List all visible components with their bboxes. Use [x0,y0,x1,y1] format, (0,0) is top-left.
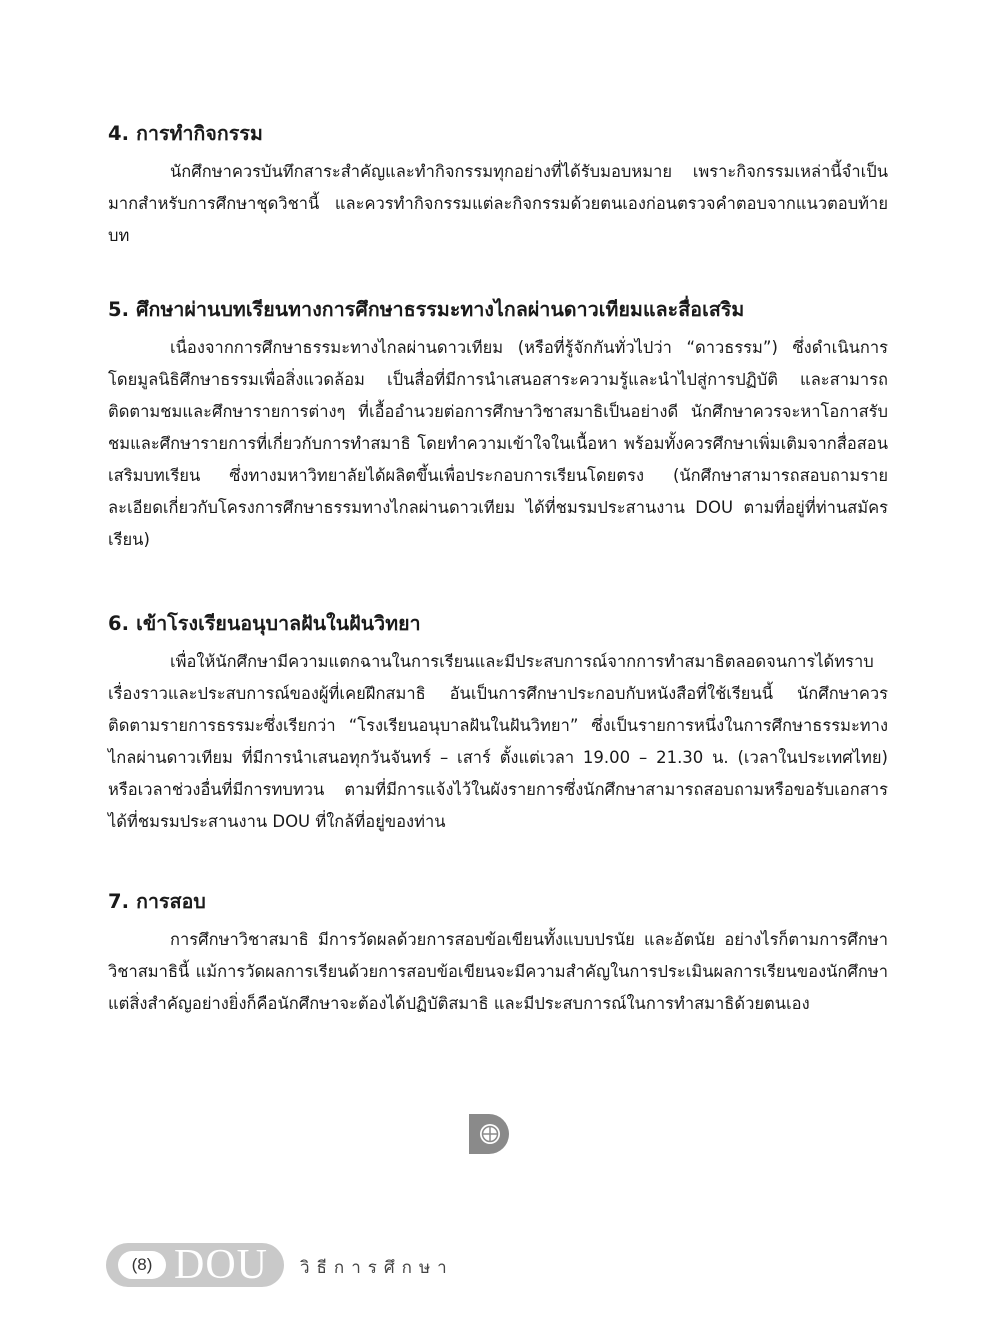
section-heading: 6. เข้าโรงเรียนอนุบาลฝันในฝันวิทยา [108,612,421,635]
section-body: นักศึกษาควรบันทึกสาระสำคัญและทำกิจกรรมทุกอย่างที่ได้รับมอบหมาย เพราะกิจกรรมเหล่านี้จำเป็นมากสำหรับการศึกษาชุดวิชานี้ และควรทำกิจกรรมแต่ละกิจกรรมด้วยตนเองก่อนตรวจคำตอบจากแนวตอบท้ายบท [108,162,888,245]
brand-label: DOU [174,1242,268,1288]
section-activities [108,120,888,252]
section-body: เพื่อให้นักศึกษามีความแตกฉานในการเรียนและมีประสบการณ์จากการทำสมาธิตลอดจนการได้ทราบเรื่องราวและประสบการณ์ของผู้ที่เคยฝึกสมาธิ อันเป็นการศึกษาประกอบกับหนังสือที่ใช้เรียนนี้ นักศึกษาควรติดตามรายการธรรมะซึ่งเรียกว่า “โรงเรียนอนุบาลฝันในฝันวิทยา” ซึ่งเป็นรายการหนึ่งในการศึกษาธรรมะทางไกลผ่านดาวเทียม ที่มีการนำเสนอทุกวันจันทร์ – เสาร์ ตั้งแต่เวลา 19.00 – 21.30 น. (เวลาในประเทศไทย) หรือเวลาช่วงอื่นที่มีการทบทวน ตามที่มีการแจ้งไว้ในผังรายการซึ่งนักศึกษาสามารถสอบถามหรือขอรับเอกสารได้ที่ชมรมประสานงาน DOU ที่ใกล้ที่อยู่ของท่าน [108,652,888,831]
section-body: เนื่องจากการศึกษาธรรมะทางไกลผ่านดาวเทียม (หรือที่รู้จักกันทั่วไปว่า “ดาวธรรม”) ซึ่งดำเนินการโดยมูลนิธิศึกษาธรรมเพื่อสิ่งแวดล้อม เป็นสื่อที่มีการนำเสนอสาระความรู้และนำไปสู่การปฏิบัติ และสามารถติดตามชมและศึกษารายการต่างๆ ที่เอื้ออำนวยต่อการศึกษาวิชาสมาธิเป็นอย่างดี นักศึกษาควรจะหาโอกาสรับชมและศึกษารายการที่เกี่ยวกับการทำสมาธิ โดยทำความเข้าใจในเนื้อหา พร้อมทั้งควรศึกษาเพิ่มเติมจากสื่อสอนเสริมบทเรียน ซึ่งทางมหาวิทยาลัยได้ผลิตขึ้นเพื่อประกอบการเรียนโดยตรง (นักศึกษาสามารถสอบถามรายละเอียดเกี่ยวกับโครงการศึกษาธรรมทางไกลผ่านดาวเทียม ได้ที่ชมรมประสานงาน DOU ตามที่อยู่ที่ท่านสมัครเรียน) [108,338,888,549]
footer-badge [106,1243,284,1287]
dou-logo-icon [467,1112,513,1156]
section-satellite-study [108,296,888,556]
section-heading: 7. การสอบ [108,890,206,913]
section-heading: 5. ศึกษาผ่านบทเรียนทางการศึกษาธรรมะทางไกลผ่านดาวเทียมและสื่อเสริม [108,298,745,321]
page-number: (8) [118,1251,166,1279]
section-heading: 4. การทำกิจกรรม [108,122,263,145]
section-body: การศึกษาวิชาสมาธิ มีการวัดผลด้วยการสอบข้อเขียนทั้งแบบปรนัย และอัตนัย อย่างไรก็ตามการศึกษาวิชาสมาธินี้ แม้การวัดผลการเรียนด้วยการสอบข้อเขียนจะมีความสำคัญในการประเมินผลการเรียนของนักศึกษา แต่สิ่งสำคัญอย่างยิ่งก็คือนักศึกษาจะต้องได้ปฏิบัติสมาธิ และมีประสบการณ์ในการทำสมาธิด้วยตนเอง [108,930,888,1013]
section-dream-school [108,610,888,838]
section-exam [108,888,888,1020]
subject-title: วิธีการศึกษา [300,1258,454,1278]
